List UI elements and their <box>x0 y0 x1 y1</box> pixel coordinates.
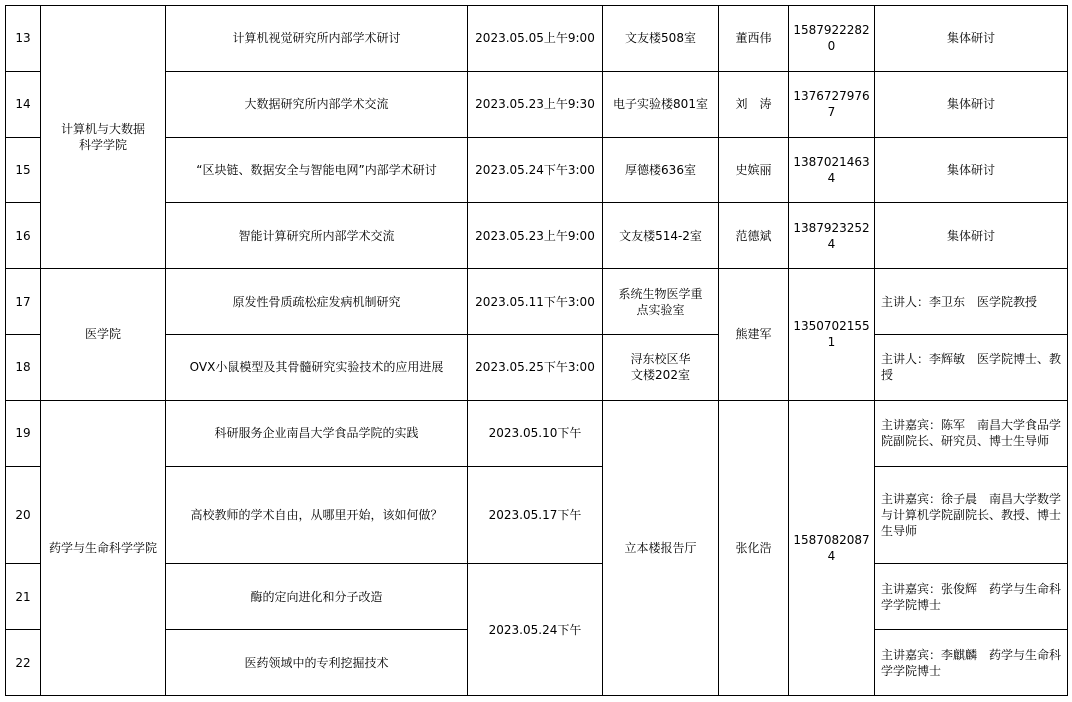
time-cell: 2023.05.10下午 <box>468 400 603 466</box>
title-cell: 智能计算研究所内部学术交流 <box>166 203 468 269</box>
time-cell: 2023.05.17下午 <box>468 466 603 564</box>
contact-cell: 史嫔丽 <box>719 137 789 203</box>
table-row <box>6 466 1068 564</box>
place-cell: 厚德楼636室 <box>603 137 719 203</box>
time-cell: 2023.05.25下午3:00 <box>468 334 603 400</box>
table-row <box>6 400 1068 466</box>
table-row <box>6 137 1068 203</box>
phone-cell: 15879222820 <box>789 6 875 72</box>
speaker-cell: 主讲嘉宾：陈军 南昌大学食品学院副院长、研究员、博士生导师 <box>875 400 1068 466</box>
title-cell: 原发性骨质疏松症发病机制研究 <box>166 269 468 335</box>
title-cell: 酶的定向进化和分子改造 <box>166 564 468 630</box>
contact-cell: 刘 涛 <box>719 71 789 137</box>
place-cell: 浔东校区华文楼202室 <box>603 334 719 400</box>
time-cell: 2023.05.23上午9:30 <box>468 71 603 137</box>
table-row <box>6 564 1068 630</box>
table-row <box>6 71 1068 137</box>
college-cell: 药学与生命科学学院 <box>41 400 166 695</box>
contact-cell: 董西伟 <box>719 6 789 72</box>
phone-cell: 13870214634 <box>789 137 875 203</box>
contact-cell: 张化浩 <box>719 400 789 695</box>
title-cell: 计算机视觉研究所内部学术研讨 <box>166 6 468 72</box>
place-cell: 文友楼508室 <box>603 6 719 72</box>
phone-cell: 15870820874 <box>789 400 875 695</box>
table-row <box>6 269 1068 335</box>
time-cell: 2023.05.23上午9:00 <box>468 203 603 269</box>
place-cell: 电子实验楼801室 <box>603 71 719 137</box>
speaker-cell: 主讲嘉宾：张俊辉 药学与生命科学学院博士 <box>875 564 1068 630</box>
row-number: 13 <box>6 6 41 72</box>
row-number: 18 <box>6 334 41 400</box>
speaker-cell: 集体研讨 <box>875 71 1068 137</box>
time-cell: 2023.05.11下午3:00 <box>468 269 603 335</box>
speaker-cell: 主讲人：李辉敏 医学院博士、教授 <box>875 334 1068 400</box>
contact-cell: 范德斌 <box>719 203 789 269</box>
contact-cell: 熊建军 <box>719 269 789 401</box>
speaker-cell: 集体研讨 <box>875 137 1068 203</box>
college-cell: 计算机与大数据科学学院 <box>41 6 166 269</box>
speaker-cell: 主讲嘉宾：李麒麟 药学与生命科学学院博士 <box>875 630 1068 696</box>
speaker-cell: 主讲嘉宾：徐子晨 南昌大学数学与计算机学院副院长、教授、博士生导师 <box>875 466 1068 564</box>
row-number: 15 <box>6 137 41 203</box>
row-number: 22 <box>6 630 41 696</box>
speaker-cell: 主讲人：李卫东 医学院教授 <box>875 269 1068 335</box>
time-cell: 2023.05.05上午9:00 <box>468 6 603 72</box>
row-number: 17 <box>6 269 41 335</box>
speaker-cell: 集体研讨 <box>875 203 1068 269</box>
college-cell: 医学院 <box>41 269 166 401</box>
speaker-cell: 集体研讨 <box>875 6 1068 72</box>
title-cell: 大数据研究所内部学术交流 <box>166 71 468 137</box>
table-row <box>6 334 1068 400</box>
schedule-table <box>5 5 1068 696</box>
place-cell: 文友楼514-2室 <box>603 203 719 269</box>
row-number: 14 <box>6 71 41 137</box>
table-row <box>6 6 1068 72</box>
table-row <box>6 203 1068 269</box>
title-cell: “区块链、数据安全与智能电网”内部学术研讨 <box>166 137 468 203</box>
title-cell: 高校教师的学术自由，从哪里开始，该如何做？ <box>166 466 468 564</box>
title-cell: OVX小鼠模型及其骨髓研究实验技术的应用进展 <box>166 334 468 400</box>
row-number: 19 <box>6 400 41 466</box>
row-number: 21 <box>6 564 41 630</box>
time-cell: 2023.05.24下午3:00 <box>468 137 603 203</box>
phone-cell: 13879232524 <box>789 203 875 269</box>
place-cell: 立本楼报告厅 <box>603 400 719 695</box>
row-number: 20 <box>6 466 41 564</box>
row-number: 16 <box>6 203 41 269</box>
phone-cell: 13767279767 <box>789 71 875 137</box>
time-cell: 2023.05.24下午 <box>468 564 603 696</box>
phone-cell: 13507021551 <box>789 269 875 401</box>
place-cell: 系统生物医学重点实验室 <box>603 269 719 335</box>
title-cell: 医药领域中的专利挖掘技术 <box>166 630 468 696</box>
title-cell: 科研服务企业南昌大学食品学院的实践 <box>166 400 468 466</box>
